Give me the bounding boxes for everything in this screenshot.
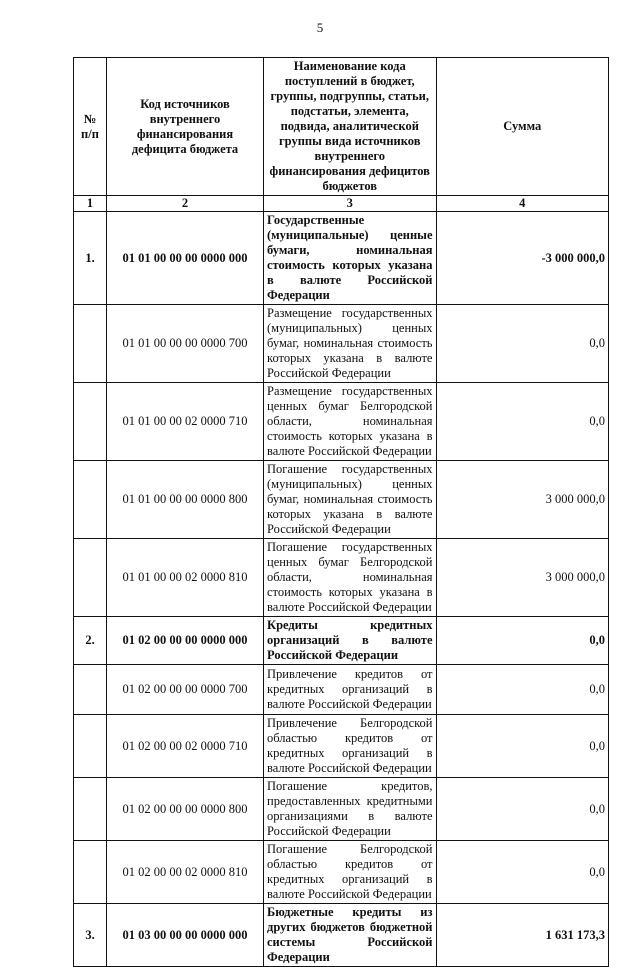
row-sum: 0,0 xyxy=(436,778,609,841)
row-sum: 1 631 173,3 xyxy=(436,904,609,967)
row-sum: 0,0 xyxy=(436,383,609,461)
table-row xyxy=(74,904,609,967)
table-row xyxy=(74,665,609,715)
row-num xyxy=(74,461,107,539)
row-num: 3. xyxy=(74,904,107,967)
header-sum: Сумма xyxy=(436,58,609,196)
index-3: 3 xyxy=(264,196,437,212)
page-number: 5 xyxy=(316,20,324,35)
row-name: Погашение Белгородской областью кредитов от кредитных организаций в валюте Российской Федерации xyxy=(264,841,437,904)
row-name: Привлечение кредитов от кредитных организаций в валюте Российской Федерации xyxy=(264,665,437,715)
row-num xyxy=(74,841,107,904)
row-code: 01 02 00 00 02 0000 710 xyxy=(107,715,264,778)
row-sum: -3 000 000,0 xyxy=(436,212,609,305)
header-name: Наименование кода поступлений в бюджет, группы, подгруппы, статьи, подстатьи, элемента, подвида, аналитической группы вида источников внутреннего финансирования дефицитов бюджетов xyxy=(264,58,437,196)
row-name: Погашение кредитов, предоставленных кредитными организациями в валюте Российской Федерации xyxy=(264,778,437,841)
row-num: 2. xyxy=(74,617,107,665)
header-code: Код источников внутреннего финансирования дефицита бюджета xyxy=(107,58,264,196)
row-sum: 0,0 xyxy=(436,841,609,904)
row-num xyxy=(74,383,107,461)
table-header-row xyxy=(74,58,609,196)
row-num xyxy=(74,715,107,778)
column-index-row xyxy=(74,196,609,212)
row-num xyxy=(74,539,107,617)
row-sum: 0,0 xyxy=(436,305,609,383)
row-name: Бюджетные кредиты из других бюджетов бюджетной системы Российской Федерации xyxy=(264,904,437,967)
row-name: Погашение государственных ценных бумаг Белгородской области, номинальная стоимость которых указана в валюте Российской Федерации xyxy=(264,539,437,617)
row-num xyxy=(74,665,107,715)
table-row xyxy=(74,778,609,841)
header-num: № п/п xyxy=(74,58,107,196)
row-code: 01 02 00 00 00 0000 800 xyxy=(107,778,264,841)
row-code: 01 03 00 00 00 0000 000 xyxy=(107,904,264,967)
index-2: 2 xyxy=(107,196,264,212)
table-row xyxy=(74,841,609,904)
index-4: 4 xyxy=(436,196,609,212)
sources-table xyxy=(73,57,609,967)
row-name: Государственные (муниципальные) ценные бумаги, номинальная стоимость которых указана в валюте Российской Федерации xyxy=(264,212,437,305)
row-num: 1. xyxy=(74,212,107,305)
table-row xyxy=(74,305,609,383)
row-code: 01 02 00 00 00 0000 700 xyxy=(107,665,264,715)
row-code: 01 02 00 00 00 0000 000 xyxy=(107,617,264,665)
row-sum: 0,0 xyxy=(436,617,609,665)
table-row xyxy=(74,715,609,778)
row-code: 01 01 00 00 00 0000 000 xyxy=(107,212,264,305)
row-code: 01 01 00 00 02 0000 810 xyxy=(107,539,264,617)
row-num xyxy=(74,778,107,841)
row-name: Кредиты кредитных организаций в валюте Российской Федерации xyxy=(264,617,437,665)
row-name: Погашение государственных (муниципальных) ценных бумаг, номинальная стоимость которых указана в валюте Российской Федерации xyxy=(264,461,437,539)
table-row xyxy=(74,461,609,539)
table-row xyxy=(74,383,609,461)
table-row xyxy=(74,212,609,305)
row-code: 01 01 00 00 00 0000 800 xyxy=(107,461,264,539)
table-row xyxy=(74,617,609,665)
row-code: 01 01 00 00 00 0000 700 xyxy=(107,305,264,383)
table-row xyxy=(74,539,609,617)
row-code: 01 02 00 00 02 0000 810 xyxy=(107,841,264,904)
row-name: Размещение государственных ценных бумаг Белгородской области, номинальная стоимость которых указана в валюте Российской Федерации xyxy=(264,383,437,461)
row-sum: 0,0 xyxy=(436,665,609,715)
row-name: Размещение государственных (муниципальных) ценных бумаг, номинальная стоимость которых указана в валюте Российской Федерации xyxy=(264,305,437,383)
row-num xyxy=(74,305,107,383)
row-sum: 3 000 000,0 xyxy=(436,539,609,617)
index-1: 1 xyxy=(74,196,107,212)
row-code: 01 01 00 00 02 0000 710 xyxy=(107,383,264,461)
row-name: Привлечение Белгородской областью кредитов от кредитных организаций в валюте Российской Федерации xyxy=(264,715,437,778)
row-sum: 3 000 000,0 xyxy=(436,461,609,539)
row-sum: 0,0 xyxy=(436,715,609,778)
